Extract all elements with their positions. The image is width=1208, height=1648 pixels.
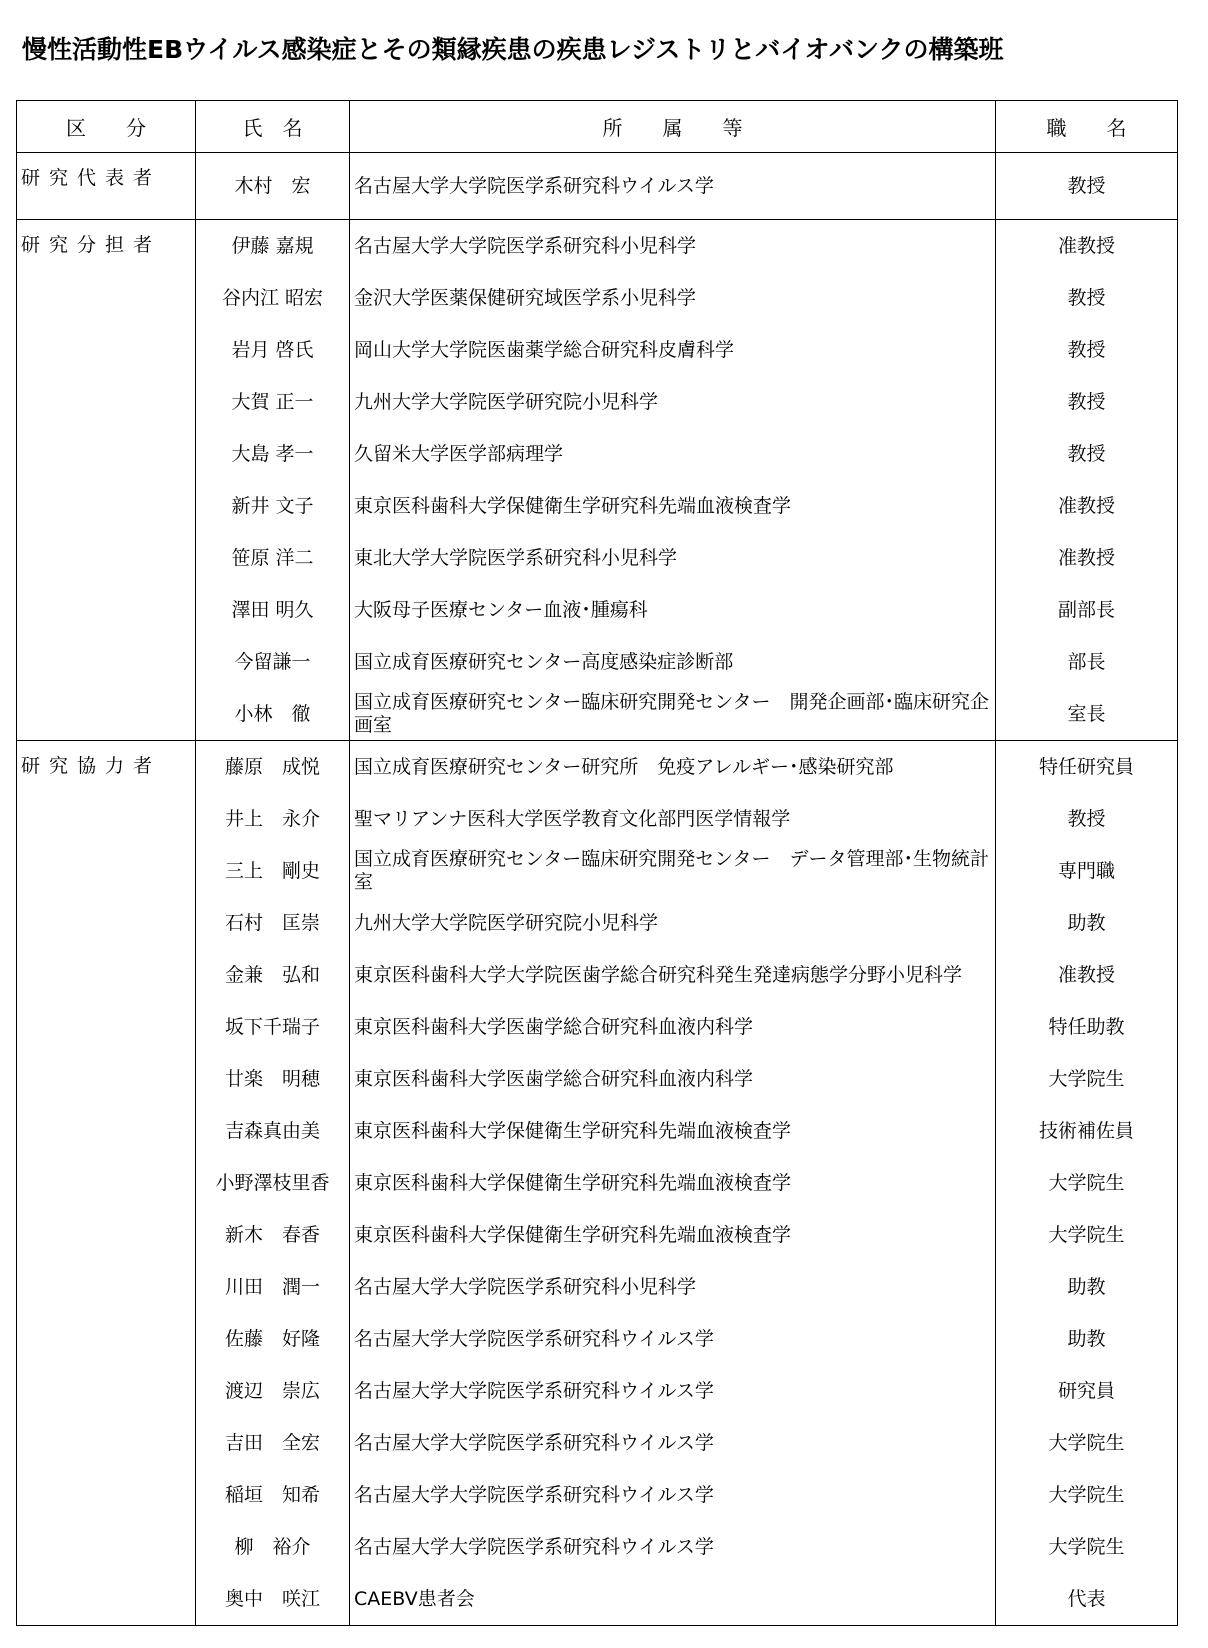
member-name: 奥中 咲江 [196, 1573, 350, 1626]
member-affiliation: 久留米大学医学部病理学 [350, 428, 996, 480]
category-cell-section-co-investigators: 研究分担者 [17, 220, 196, 741]
member-affiliation: 名古屋大学大学院医学系研究科ウイルス学 [350, 1521, 996, 1573]
member-name: 廿楽 明穂 [196, 1053, 350, 1105]
member-position: 助教 [996, 897, 1178, 949]
member-affiliation: 名古屋大学大学院医学系研究科小児科学 [350, 1261, 996, 1313]
table-row [17, 220, 1178, 273]
table-row [17, 153, 1178, 220]
category-cell-section-representative: 研究代表者 [17, 153, 196, 220]
member-position: 教授 [996, 376, 1178, 428]
member-position: 助教 [996, 1313, 1178, 1365]
member-position: 室長 [996, 688, 1178, 741]
member-affiliation: 九州大学大学院医学研究院小児科学 [350, 376, 996, 428]
member-name: 稲垣 知希 [196, 1469, 350, 1521]
member-position: 部長 [996, 636, 1178, 688]
member-affiliation: 国立成育医療研究センター研究所 免疫アレルギー･感染研究部 [350, 741, 996, 794]
member-name: 三上 剛史 [196, 845, 350, 897]
member-affiliation: 東京医科歯科大学医歯学総合研究科血液内科学 [350, 1001, 996, 1053]
member-affiliation: 東京医科歯科大学保健衛生学研究科先端血液検査学 [350, 1105, 996, 1157]
member-affiliation: 名古屋大学大学院医学系研究科ウイルス学 [350, 1469, 996, 1521]
member-name: 今留謙一 [196, 636, 350, 688]
member-position: 教授 [996, 324, 1178, 376]
member-affiliation: 金沢大学医薬保健研究域医学系小児科学 [350, 272, 996, 324]
member-name: 木村 宏 [196, 153, 350, 220]
member-affiliation: CAEBV患者会 [350, 1573, 996, 1626]
member-affiliation: 東京医科歯科大学保健衛生学研究科先端血液検査学 [350, 1157, 996, 1209]
member-name: 佐藤 好隆 [196, 1313, 350, 1365]
member-affiliation: 九州大学大学院医学研究院小児科学 [350, 897, 996, 949]
member-position: 教授 [996, 153, 1178, 220]
category-cell-section-collaborators: 研究協力者 [17, 741, 196, 1626]
member-name: 井上 永介 [196, 793, 350, 845]
member-affiliation: 名古屋大学大学院医学系研究科ウイルス学 [350, 1417, 996, 1469]
member-name: 吉森真由美 [196, 1105, 350, 1157]
member-name: 藤原 成悦 [196, 741, 350, 794]
member-position: 准教授 [996, 532, 1178, 584]
member-name: 渡辺 崇広 [196, 1365, 350, 1417]
member-affiliation: 東京医科歯科大学保健衛生学研究科先端血液検査学 [350, 480, 996, 532]
member-affiliation: 東京医科歯科大学大学院医歯学総合研究科発生発達病態学分野小児科学 [350, 949, 996, 1001]
member-name: 笹原 洋二 [196, 532, 350, 584]
member-name: 小野澤枝里香 [196, 1157, 350, 1209]
member-affiliation: 国立成育医療研究センター臨床研究開発センター 開発企画部･臨床研究企画室 [350, 688, 996, 741]
table-header-row [17, 101, 1178, 153]
member-affiliation: 岡山大学大学院医歯薬学総合研究科皮膚科学 [350, 324, 996, 376]
member-name: 金兼 弘和 [196, 949, 350, 1001]
member-affiliation: 大阪母子医療センター血液･腫瘍科 [350, 584, 996, 636]
member-position: 専門職 [996, 845, 1178, 897]
member-affiliation: 東京医科歯科大学保健衛生学研究科先端血液検査学 [350, 1209, 996, 1261]
member-affiliation: 国立成育医療研究センター臨床研究開発センター データ管理部･生物統計室 [350, 845, 996, 897]
member-position: 准教授 [996, 220, 1178, 273]
member-name: 澤田 明久 [196, 584, 350, 636]
member-affiliation: 名古屋大学大学院医学系研究科ウイルス学 [350, 1313, 996, 1365]
table-row [17, 741, 1178, 794]
member-table [16, 100, 1178, 1626]
member-name: 新木 春香 [196, 1209, 350, 1261]
member-name: 大島 孝一 [196, 428, 350, 480]
member-position: 特任助教 [996, 1001, 1178, 1053]
member-position: 大学院生 [996, 1053, 1178, 1105]
member-position: 副部長 [996, 584, 1178, 636]
member-affiliation: 名古屋大学大学院医学系研究科小児科学 [350, 220, 996, 273]
member-name: 大賀 正一 [196, 376, 350, 428]
member-name: 柳 裕介 [196, 1521, 350, 1573]
member-position: 准教授 [996, 480, 1178, 532]
member-name: 川田 潤一 [196, 1261, 350, 1313]
member-name: 小林 徹 [196, 688, 350, 741]
member-name: 新井 文子 [196, 480, 350, 532]
member-position: 教授 [996, 793, 1178, 845]
member-position: 大学院生 [996, 1521, 1178, 1573]
member-name: 吉田 全宏 [196, 1417, 350, 1469]
member-affiliation: 聖マリアンナ医科大学医学教育文化部門医学情報学 [350, 793, 996, 845]
member-position: 教授 [996, 428, 1178, 480]
header-affiliation: 所 属 等 [350, 101, 996, 153]
header-category: 区 分 [17, 101, 196, 153]
member-position: 特任研究員 [996, 741, 1178, 794]
member-name: 岩月 啓氏 [196, 324, 350, 376]
table-body [17, 153, 1178, 1626]
member-position: 大学院生 [996, 1417, 1178, 1469]
member-name: 伊藤 嘉規 [196, 220, 350, 273]
member-position: 代表 [996, 1573, 1178, 1626]
member-position: 大学院生 [996, 1157, 1178, 1209]
member-position: 技術補佐員 [996, 1105, 1178, 1157]
member-name: 谷内江 昭宏 [196, 272, 350, 324]
member-position: 研究員 [996, 1365, 1178, 1417]
member-position: 大学院生 [996, 1469, 1178, 1521]
member-name: 坂下千瑞子 [196, 1001, 350, 1053]
member-affiliation: 国立成育医療研究センター高度感染症診断部 [350, 636, 996, 688]
member-position: 助教 [996, 1261, 1178, 1313]
member-affiliation: 名古屋大学大学院医学系研究科ウイルス学 [350, 1365, 996, 1417]
document-title: 慢性活動性EBウイルス感染症とその類縁疾患の疾患レジストリとバイオバンクの構築班 [22, 35, 1004, 64]
member-position: 准教授 [996, 949, 1178, 1001]
member-affiliation: 名古屋大学大学院医学系研究科ウイルス学 [350, 153, 996, 220]
member-position: 教授 [996, 272, 1178, 324]
member-affiliation: 東北大学大学院医学系研究科小児科学 [350, 532, 996, 584]
header-position: 職 名 [996, 101, 1178, 153]
member-name: 石村 匡崇 [196, 897, 350, 949]
header-name: 氏 名 [196, 101, 350, 153]
member-position: 大学院生 [996, 1209, 1178, 1261]
member-affiliation: 東京医科歯科大学医歯学総合研究科血液内科学 [350, 1053, 996, 1105]
